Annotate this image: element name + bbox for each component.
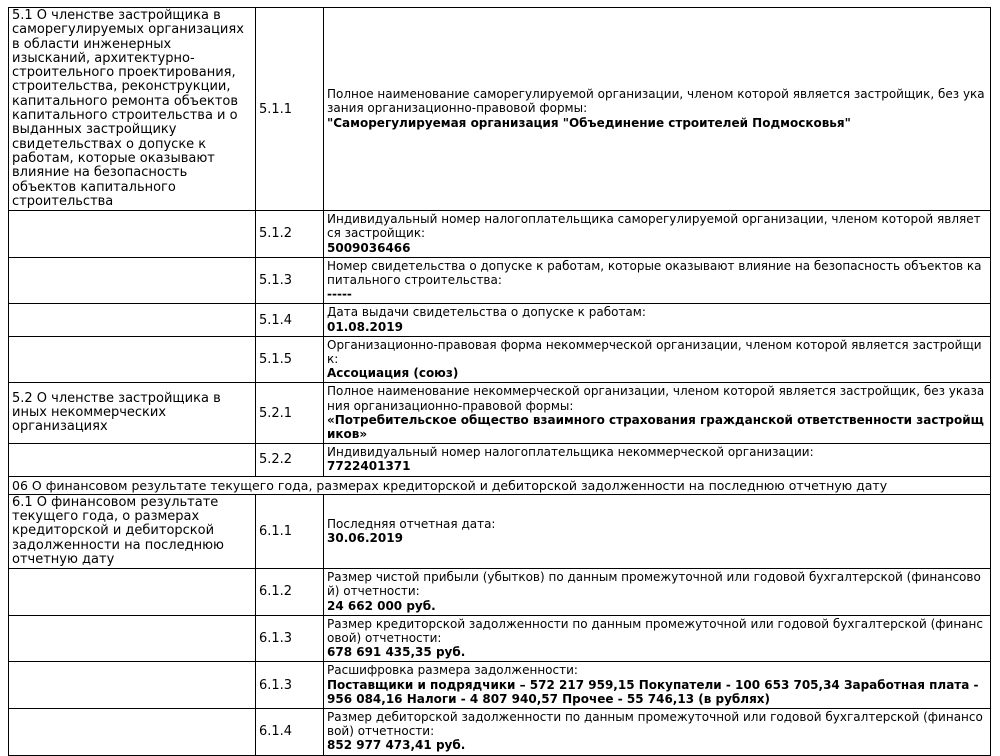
field-value: «Потребительское общество взаимного страхования гражданской ответственности застройщиков» [327,412,984,441]
content-cell [324,662,991,709]
topic-cell [9,569,256,616]
code-cell: 5.1.5 [256,336,324,383]
table-row [9,708,991,755]
code-cell: 6.1.4 [256,708,324,755]
field-value: 30.06.2019 [327,530,403,545]
topic-cell [9,615,256,662]
table-row [9,336,991,383]
topic-cell [9,211,256,258]
field-value: 01.08.2019 [327,319,403,334]
code-cell: 5.1.4 [256,304,324,336]
section-header-text: 06 О финансовом результате текущего года, размерах кредиторской и дебиторской задолженности на последнюю отчетную дату [9,476,991,494]
content-cell [324,708,991,755]
field-label: Дата выдачи свидетельства о допуске к работам: [327,305,646,320]
topic-cell: 5.2 О членстве застройщика в иных некоммерческих организациях [9,383,256,444]
field-label: Последняя отчетная дата: [327,516,496,531]
code-cell: 6.1.2 [256,569,324,616]
table-row [9,662,991,709]
topic-cell [9,444,256,476]
code-cell: 6.1.1 [256,494,324,568]
topic-cell: 5.1 О членстве застройщика в саморегулируемых организациях в области инженерных изысканий, архитектурно-строительного проектирования, строительства, реконструкции, капитального ремонта объектов капитального строительства и о выданных застройщику свидетельствах о допуске к работам, которые оказывают влияние на безопасность объектов капитального строительства [9,8,256,211]
table-row [9,444,991,476]
field-label: Полное наименование саморегулируемой организации, членом которой является застройщик, без указания организационно-правовой формы: [327,87,985,116]
field-label: Размер кредиторской задолженности по данным промежуточной или годовой бухгалтерской (финансовой) отчетности: [327,616,983,645]
field-value: 852 977 473,41 руб. [327,738,466,753]
topic-cell [9,336,256,383]
content-cell [324,211,991,258]
code-cell: 5.1.1 [256,8,324,211]
field-label: Расшифровка размера задолженности: [327,663,578,678]
table-row [9,383,991,444]
content-cell [324,494,991,568]
field-label: Индивидуальный номер налогоплательщика некоммерческой организации: [327,445,814,460]
topic-cell [9,708,256,755]
code-cell: 6.1.3 [256,662,324,709]
table-row [9,569,991,616]
table-row [9,615,991,662]
content-cell [324,304,991,336]
field-value: 7722401371 [327,459,411,474]
code-cell: 6.1.3 [256,615,324,662]
topic-cell [9,304,256,336]
code-cell: 5.2.1 [256,383,324,444]
table-row [9,257,991,304]
content-cell [324,257,991,304]
code-cell: 5.1.2 [256,211,324,258]
project-declaration-document [8,7,990,756]
table-row [9,8,991,211]
field-value: Поставщики и подрядчики – 572 217 959,15 Покупатели - 100 653 705,34 Заработная плата - 956 084,16 Налоги - 4 807 940,57 Прочее - 55 746,13 (в рублях) [327,677,979,706]
field-label: Размер дебиторской задолженности по данным промежуточной или годовой бухгалтерской (финансовой) отчетности: [327,709,983,739]
field-label: Организационно-правовая форма некоммерческой организации, членом которой является застройщик: [327,337,982,366]
code-cell: 5.2.2 [256,444,324,476]
field-value: 678 691 435,35 руб. [327,645,466,660]
topic-cell [9,257,256,304]
field-value: "Саморегулируемая организация "Объединение строителей Подмосковья" [327,115,851,130]
content-cell [324,336,991,383]
table-row [9,494,991,568]
field-value: Ассоциация (союз) [327,366,459,381]
field-label: Индивидуальный номер налогоплательщика саморегулируемой организации, членом которой является застройщик: [327,212,981,241]
table-row [9,211,991,258]
section-header-row [9,476,991,494]
declaration-table [8,7,991,756]
field-value: ----- [327,287,352,302]
field-label: Полное наименование некоммерческой организации, членом которой является застройщик, без указания организационно-правовой формы: [327,384,985,413]
topic-cell [9,662,256,709]
content-cell [324,444,991,476]
field-label: Номер свидетельства о допуске к работам, которые оказывают влияние на безопасность объектов капитального строительства: [327,258,982,287]
code-cell: 5.1.3 [256,257,324,304]
content-cell [324,8,991,211]
content-cell [324,615,991,662]
field-value: 24 662 000 руб. [327,598,436,613]
table-row [9,304,991,336]
topic-cell: 6.1 О финансовом результате текущего года, о размерах кредиторской и дебиторской задолженности на последнюю отчетную дату [9,494,256,568]
content-cell [324,569,991,616]
field-value: 5009036466 [327,240,411,255]
field-label: Размер чистой прибыли (убытков) по данным промежуточной или годовой бухгалтерской (финансовой) отчетности: [327,570,981,599]
content-cell [324,383,991,444]
